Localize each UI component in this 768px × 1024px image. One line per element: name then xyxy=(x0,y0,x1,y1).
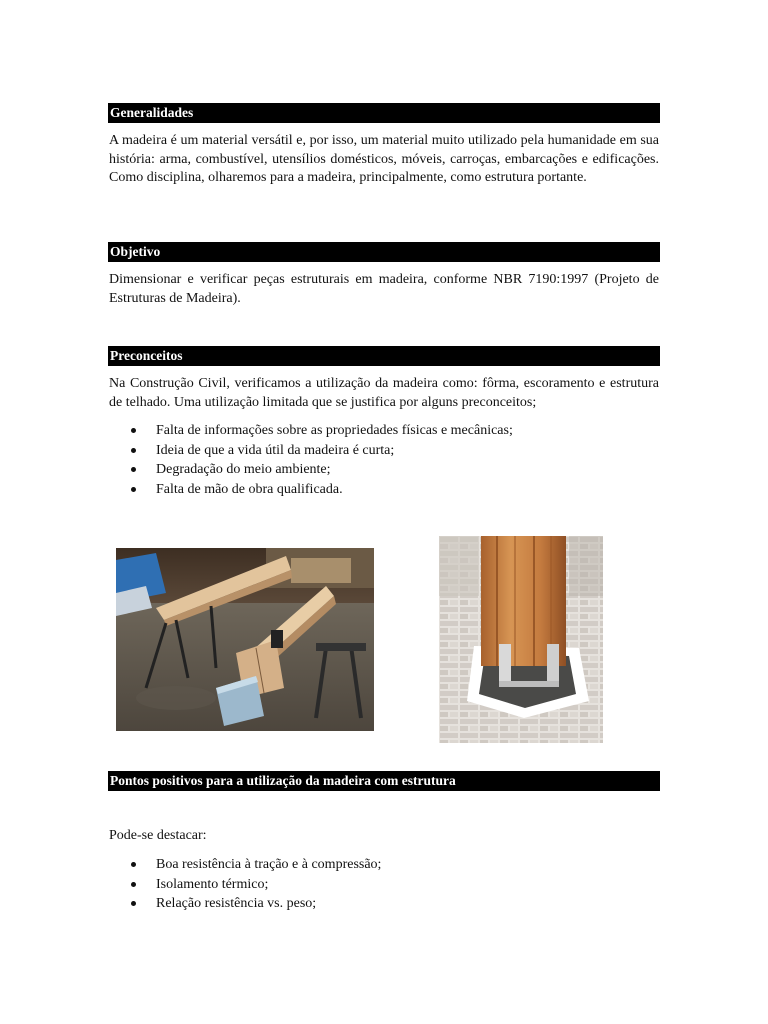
list-item: Falta de informações sobre as propriedades físicas e mecânicas; xyxy=(109,421,659,441)
heading-preconceitos: Preconceitos xyxy=(108,346,660,366)
list-item: Boa resistência à tração e à compressão; xyxy=(109,855,659,875)
list-item: Falta de mão de obra qualificada. xyxy=(109,480,659,500)
bullet-icon xyxy=(131,862,136,867)
paragraph-preconceitos: Na Construção Civil, verificamos a utilização da madeira como: fôrma, escoramento e estrutura de telhado. Uma utilização limitada que se justifica por alguns preconceitos; xyxy=(109,376,659,410)
list-item: Isolamento térmico; xyxy=(109,875,659,895)
bullet-icon xyxy=(131,467,136,472)
bullet-icon xyxy=(131,487,136,492)
bullet-icon xyxy=(131,428,136,433)
heading-generalidades: Generalidades xyxy=(108,103,660,123)
timber-column-base-photo xyxy=(439,536,603,743)
list-pontos-positivos xyxy=(109,855,659,914)
list-item: Degradação do meio ambiente; xyxy=(109,460,659,480)
column-photo-illustration xyxy=(439,536,603,743)
list-item: Relação resistência vs. peso; xyxy=(109,894,659,914)
bullet-icon xyxy=(131,882,136,887)
list-preconceitos xyxy=(109,421,659,499)
heading-pontos-positivos: Pontos positivos para a utilização da madeira com estrutura xyxy=(108,771,660,791)
bullet-icon xyxy=(131,901,136,906)
bullet-icon xyxy=(131,448,136,453)
paragraph-generalidades: A madeira é um material versátil e, por isso, um material muito utilizado pela humanidade em sua história: arma, combustível, utensílios domésticos, móveis, carroças, embarcações e edificações. Como disciplina, olharemos para a madeira, principalmente, como estrutura portante. xyxy=(109,133,659,185)
paragraph-pontos-positivos: Pode-se destacar: xyxy=(109,828,207,843)
workshop-timber-beams-photo xyxy=(116,548,374,731)
workshop-photo-illustration xyxy=(116,548,374,731)
heading-objetivo: Objetivo xyxy=(108,242,660,262)
list-item: Ideia de que a vida útil da madeira é curta; xyxy=(109,441,659,461)
paragraph-objetivo: Dimensionar e verificar peças estruturais em madeira, conforme NBR 7190:1997 (Projeto de Estruturas de Madeira). xyxy=(109,272,659,306)
